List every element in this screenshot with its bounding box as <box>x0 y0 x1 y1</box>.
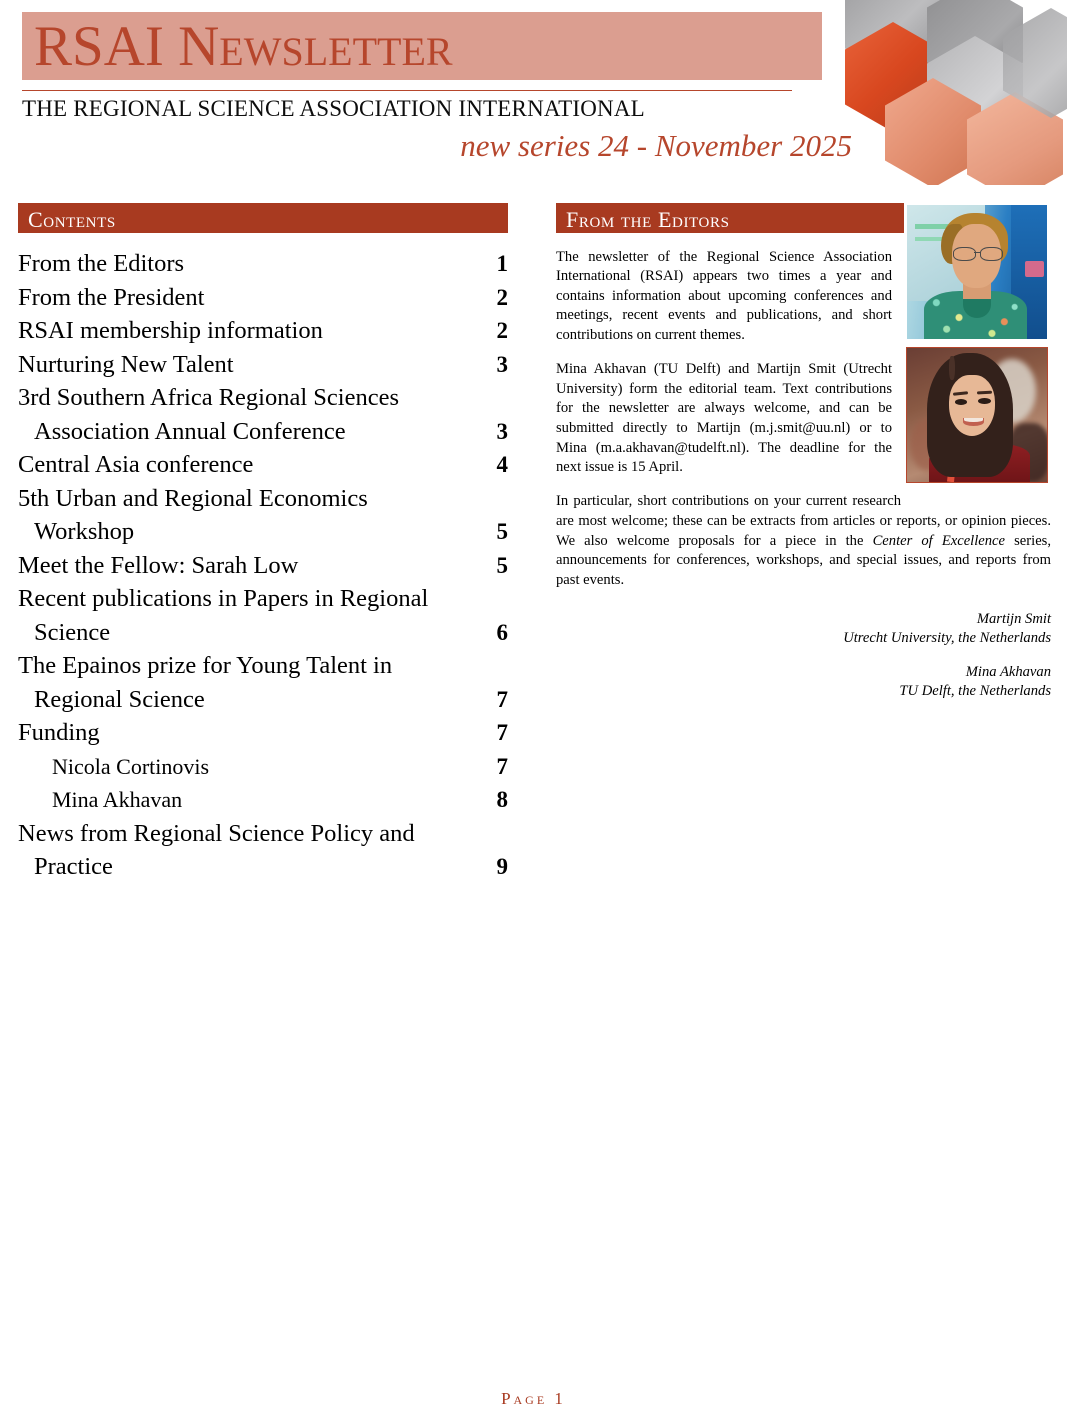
toc-entry[interactable] <box>18 716 508 750</box>
toc-entry-title: 3rd Southern Africa Regional Sciences <box>18 384 400 411</box>
toc-entry[interactable] <box>18 415 508 449</box>
editors-paragraph-3 <box>556 492 1051 590</box>
toc-entry[interactable] <box>18 482 508 516</box>
toc-entry[interactable] <box>18 549 508 583</box>
signature-gap <box>556 649 1051 663</box>
toc-entry[interactable] <box>18 448 508 482</box>
toc-entry-title: News from Regional Science Policy and <box>18 819 415 847</box>
signature-name: Martijn Smit <box>976 611 1051 628</box>
toc-entry-page: 5 <box>496 519 508 544</box>
toc-entry-page: 1 <box>496 251 508 276</box>
toc-entry-page: 4 <box>496 452 508 477</box>
toc-entry-page: 6 <box>496 619 508 645</box>
toc-entry-title: Workshop <box>34 518 135 545</box>
toc-entry-page: 2 <box>496 318 508 343</box>
toc-entry-title: Association Annual Conference <box>34 417 346 445</box>
toc-entry-title: From the Editors <box>18 250 185 277</box>
contents-section <box>18 203 508 884</box>
center-of-excellence-series-title: Center of Excellence <box>872 532 1006 549</box>
toc-entry-page: 9 <box>496 854 508 879</box>
toc-entry-title: Regional Science <box>34 685 205 713</box>
toc-entry-page: 3 <box>496 418 508 444</box>
editors-heading: From the Editors <box>556 203 904 233</box>
toc-entry-title: Nicola Cortinovis <box>52 753 210 779</box>
organization-subtitle: THE REGIONAL SCIENCE ASSOCIATION INTERNATIONAL <box>22 96 645 121</box>
masthead-banner <box>22 12 822 80</box>
toc-entry-title: The Epainos prize for Young Talent in <box>18 652 393 679</box>
signature-affiliation: Utrecht University, the Netherlands <box>843 630 1051 647</box>
editors-signatures <box>556 610 1051 701</box>
toc-entry[interactable] <box>18 515 508 549</box>
toc-entry-title: Central Asia conference <box>18 451 254 478</box>
contents-heading: Contents <box>18 203 508 233</box>
toc-entry-title: Funding <box>18 719 100 746</box>
toc-entry[interactable] <box>18 683 508 717</box>
editors-paragraph-3-part1: In particular, short contributions on your current research are most welcome; these can be extracts from articles or reports, or opinion pieces. We also welcome proposals for a piece in the <box>556 493 1051 549</box>
issue-line: new series 24 - November 2025 <box>460 128 852 163</box>
editor-photo-martijn-smit <box>906 204 1048 340</box>
toc-entry-title: RSAI membership information <box>18 317 323 344</box>
toc-entry[interactable] <box>18 381 508 415</box>
toc-entry-page: 8 <box>496 787 508 812</box>
toc-entry[interactable] <box>18 582 508 616</box>
toc-entry[interactable] <box>18 616 508 650</box>
toc-entry-title: Recent publications in Papers in Regional <box>18 585 429 612</box>
toc-entry-page: 7 <box>496 753 508 779</box>
toc-entry-title: Meet the Fellow: Sarah Low <box>18 551 299 579</box>
toc-entry-page: 2 <box>496 284 508 310</box>
toc-entry[interactable] <box>18 817 508 851</box>
editors-paragraph-1: The newsletter of the Regional Science Association International (RSAI) appears two times a year and contains information about upcoming conferences and meetings, recent events and publications, and short contributions on current themes. <box>556 248 892 343</box>
toc-entry-title: 5th Urban and Regional Economics <box>18 484 368 512</box>
toc-entry-title: Nurturing New Talent <box>18 350 234 378</box>
toc-entry[interactable] <box>18 649 508 683</box>
toc-entry[interactable] <box>18 281 508 315</box>
toc-entry[interactable] <box>18 783 508 817</box>
toc-entry-page: 5 <box>496 552 508 578</box>
toc-entry[interactable] <box>18 247 508 281</box>
newsletter-title: RSAI Newsletter <box>34 15 453 78</box>
masthead <box>0 0 1067 185</box>
signature-name: Mina Akhavan <box>965 663 1051 680</box>
toc-entry[interactable] <box>18 750 508 784</box>
toc-entry-page: 3 <box>496 351 508 377</box>
masthead-hexagon-graphic <box>827 0 1067 185</box>
page-footer: Page 1 <box>501 1389 566 1408</box>
signature-affiliation: TU Delft, the Netherlands <box>899 682 1051 699</box>
toc-entry[interactable] <box>18 348 508 382</box>
toc-entry-title: Practice <box>34 853 113 880</box>
toc-entry-title: From the President <box>18 283 205 311</box>
masthead-divider <box>22 90 792 91</box>
editors-paragraph-3-part2: series, announcements for conferences, workshops, and special issues, and reports from past events. <box>556 532 1052 588</box>
toc-entry-page: 7 <box>496 686 508 712</box>
toc-entry-page: 7 <box>496 720 508 745</box>
toc-entry-title: Science <box>34 618 111 646</box>
editors-paragraph-2: Mina Akhavan (TU Delft) and Martijn Smit (Utrecht University) form the editorial team. Text contributions for the newsletter are always welcome, and can be submitted directly to Martijn (m.j.smit@uu.nl) or to Mina (m.a.akhavan@tudelft.nl). The deadline for the next issue is 15 April. <box>556 361 892 476</box>
toc-entry[interactable] <box>18 850 508 884</box>
table-of-contents <box>18 247 508 884</box>
toc-entry-title: Mina Akhavan <box>52 787 183 812</box>
editor-photo-mina-akhavan <box>906 347 1048 483</box>
toc-entry[interactable] <box>18 314 508 348</box>
